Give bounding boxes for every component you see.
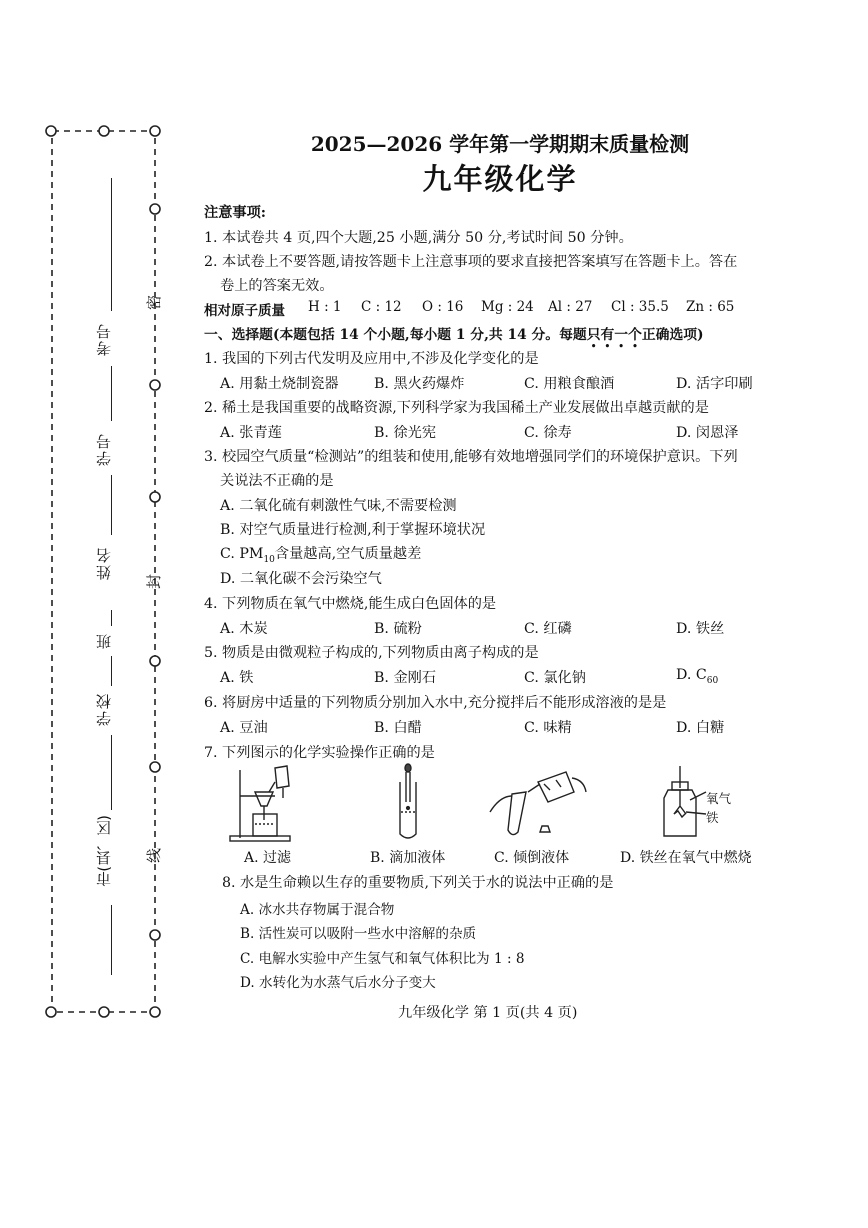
q5-option-a: A. 铁 xyxy=(220,670,254,686)
atomic-al: Al : 27 xyxy=(548,299,593,315)
q3-option-c xyxy=(220,543,421,565)
q4-option-b: B. 硫粉 xyxy=(374,621,422,637)
ban-blank xyxy=(111,656,112,686)
q3-option-c-prefix: C. PM xyxy=(220,546,264,562)
notice-item-1: 1. 本试卷共 4 页,四个大题,25 小题,满分 50 分,考试时间 50 分钟。 xyxy=(204,230,633,246)
q4-option-c: C. 红磷 xyxy=(524,621,572,637)
emph-char: 个 xyxy=(628,327,642,343)
atomic-o: O : 16 xyxy=(422,299,464,315)
subscript: 60 xyxy=(706,675,719,686)
question-8-stem: 8. 水是生命赖以生存的重要物质,下列关于水的说法中正确的是 xyxy=(222,875,614,891)
q5-option-b: B. 金刚石 xyxy=(374,670,437,686)
section-1-heading-b: 正确选项) xyxy=(641,327,704,343)
q1-option-d: D. 活字印刷 xyxy=(676,376,753,392)
filtration-apparatus-figure xyxy=(225,762,315,844)
label-ban: 班 xyxy=(95,632,113,649)
label-xuexiao: 学校 xyxy=(95,692,113,726)
exam-subject: 九年级化学 xyxy=(422,162,578,196)
question-3-stem-cont: 关说法不正确的是 xyxy=(220,473,334,489)
xuehao-blank xyxy=(111,475,112,535)
city-blank xyxy=(111,905,112,975)
q5-option-d xyxy=(676,667,718,686)
section-1-heading-a: 一、选择题(本题包括 14 个小题,每小题 1 分,共 14 分。每题 xyxy=(204,327,587,343)
label-xingming: 姓名 xyxy=(95,546,113,580)
seal-char-xian: 线 xyxy=(145,847,164,864)
q6-option-c: C. 味精 xyxy=(524,720,572,736)
label-city: 市(县、区) xyxy=(95,815,113,887)
q3-option-a: A. 二氧化硫有刺激性气味,不需要检测 xyxy=(220,498,457,514)
xuehao-line-top xyxy=(111,366,112,421)
q6-option-b: B. 白醋 xyxy=(374,720,422,736)
label-xuehao: 学号 xyxy=(95,432,113,466)
q6-option-a: A. 豆油 xyxy=(220,720,268,736)
q1-option-c: C. 用粮食酿酒 xyxy=(524,376,615,392)
emph-char: 一 xyxy=(614,327,629,343)
dropper-test-tube-figure xyxy=(388,762,428,844)
q7-caption-c: C. 倾倒液体 xyxy=(494,850,570,866)
atomic-mass-label: 相对原子质量 xyxy=(204,303,285,319)
question-4-stem: 4. 下列物质在氧气中燃烧,能生成白色固体的是 xyxy=(204,596,497,612)
atomic-zn: Zn : 65 xyxy=(686,299,735,315)
question-6-stem: 6. 将厨房中适量的下列物质分别加入水中,充分搅拌后不能形成溶液的是是 xyxy=(204,695,667,711)
kaohao-blank xyxy=(111,178,112,311)
pouring-liquid-figure xyxy=(488,762,588,844)
q8-option-c: C. 电解水实验中产生氢气和氧气体积比为 1 : 8 xyxy=(240,951,525,967)
q8-option-a: A. 冰水共存物属于混合物 xyxy=(240,902,395,918)
label-kaohao: 考号 xyxy=(95,322,113,356)
q3-option-b: B. 对空气质量进行检测,利于掌握环境状况 xyxy=(220,522,486,538)
question-2-stem: 2. 稀土是我国重要的战略资源,下列科学家为我国稀土产业发展做出卓越贡献的是 xyxy=(204,400,709,416)
atomic-mg: Mg : 24 xyxy=(481,299,534,315)
q2-option-c: C. 徐寿 xyxy=(524,425,572,441)
notice-item-2: 2. 本试卷上不要答题,请按答题卡上注意事项的要求直接把答案填写在答题卡上。答在 xyxy=(204,254,738,270)
q5-option-c: C. 氯化钠 xyxy=(524,670,586,686)
q2-option-a: A. 张青莲 xyxy=(220,425,282,441)
q4-option-d: D. 铁丝 xyxy=(676,621,725,637)
atomic-h: H : 1 xyxy=(308,299,342,315)
question-7-stem: 7. 下列图示的化学实验操作正确的是 xyxy=(204,745,435,761)
q6-option-d: D. 白糖 xyxy=(676,720,725,736)
seal-char-feng: 封 xyxy=(145,573,164,590)
q2-option-d: D. 闵恩泽 xyxy=(676,425,739,441)
q4-option-a: A. 木炭 xyxy=(220,621,268,637)
atomic-c: C : 12 xyxy=(361,299,402,315)
question-5-stem: 5. 物质是由微观粒子构成的,下列物质由离子构成的是 xyxy=(204,645,539,661)
emph-char: 只 xyxy=(586,327,601,343)
q1-option-a: A. 用黏土烧制瓷器 xyxy=(220,376,339,392)
page-footer: 九年级化学 第 1 页(共 4 页) xyxy=(398,1005,578,1021)
label-oxygen: 氧气 xyxy=(706,791,732,806)
xuexiao-blank xyxy=(111,735,112,810)
q3-option-c-text: 含量越高,空气质量越差 xyxy=(274,546,422,562)
q1-option-b: B. 黑火药爆炸 xyxy=(374,376,465,392)
q7-caption-a: A. 过滤 xyxy=(244,850,292,866)
question-1-stem: 1. 我国的下列古代发明及应用中,不涉及化学变化的是 xyxy=(204,351,539,367)
question-3-stem: 3. 校园空气质量“检测站”的组装和使用,能够有效地增强同学们的环境保护意识。下列 xyxy=(204,449,738,465)
notice-item-2-cont: 卷上的答案无效。 xyxy=(220,278,334,294)
q3-option-d: D. 二氧化碳不会污染空气 xyxy=(220,571,382,587)
q8-option-d: D. 水转化为水蒸气后水分子变大 xyxy=(240,975,436,991)
q7-caption-d: D. 铁丝在氧气中燃烧 xyxy=(620,850,752,866)
q7-caption-b: B. 滴加液体 xyxy=(370,850,446,866)
subscript: 10 xyxy=(263,554,275,565)
exam-title: 2025—2026 学年第一学期期末质量检测 xyxy=(310,132,690,156)
q2-option-b: B. 徐光宪 xyxy=(374,425,437,441)
section-1-heading xyxy=(204,323,704,343)
seal-char-mi: 密 xyxy=(145,294,164,311)
ban-line-top xyxy=(111,610,112,626)
label-iron: 铁 xyxy=(706,810,719,825)
q8-option-b: B. 活性炭可以吸附一些水中溶解的杂质 xyxy=(240,926,477,942)
emph-char: 有 xyxy=(600,327,615,343)
notice-heading: 注意事项: xyxy=(204,205,266,221)
q5-option-d-prefix: D. C xyxy=(676,667,707,683)
atomic-cl: Cl : 35.5 xyxy=(611,299,669,315)
